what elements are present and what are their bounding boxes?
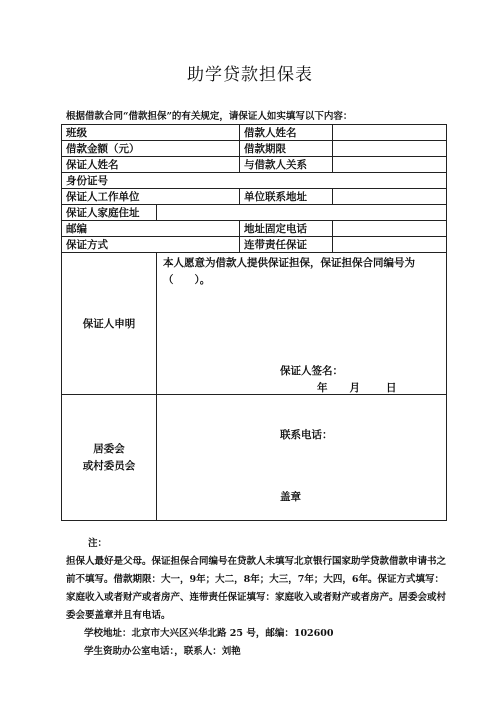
table-row (62, 157, 447, 173)
relation-label: 与借款人关系 (240, 157, 333, 173)
statement-text: 本人愿意为借款人提供保证担保，保证担保合同编号为（ ）。 (163, 257, 415, 286)
notes-contact: 学生资助办公室电话：，联系人：刘艳 (84, 646, 241, 657)
term-field[interactable] (333, 141, 447, 157)
table-row (62, 141, 447, 157)
page-title: 助学贷款担保表 (187, 65, 313, 85)
notes-address: 学校地址：北京市大兴区兴华北路 25 号，邮编：102600 (84, 628, 334, 639)
amount-label (62, 141, 240, 157)
amount-label-text: 借款金额（元） (66, 143, 140, 155)
table-row (62, 221, 447, 237)
id-number-label: 身份证号 (62, 173, 447, 189)
notes-heading: 注： (88, 538, 108, 549)
guarantor-name-label-text: 保证人姓名 (66, 159, 119, 171)
borrower-name-field[interactable] (333, 125, 447, 141)
table-row (62, 125, 447, 141)
class-label (62, 125, 240, 141)
notes-line1: 担保人最好是父母。保证担保合同编号在贷款人未填写北京银行国家助学贷款借款申请书之前不填写。借款期限：大一，9年；大二，8年；大三，7年；大四，6年。保证方式填写：家庭收入或者财产或者房产、连带责任保证填写：家庭收入或者财产或者房产。居委会或村委会要盖章并且有电话。 (66, 556, 447, 621)
method-label-text: 保证方式 (66, 239, 108, 251)
guarantor-name-label (62, 157, 240, 173)
home-address-field[interactable] (157, 205, 447, 221)
postcode-label-text: 邮编 (66, 223, 87, 235)
committee-phone-label: 联系电话： (280, 429, 333, 441)
table-row (62, 237, 447, 253)
table-row (62, 173, 447, 189)
postcode-label (62, 221, 240, 237)
method-label (62, 237, 240, 253)
notes-section (66, 535, 450, 661)
committee-label-line1: 居委会 (93, 442, 125, 455)
statement-label: 保证人申明 (62, 253, 157, 395)
class-label-text: 班级 (66, 127, 87, 139)
statement-cell (157, 253, 447, 395)
method-value: 连带责任保证 (240, 237, 333, 253)
table-row (62, 253, 447, 395)
term-label: 借款期限 (240, 141, 333, 157)
year-label: 年 (317, 382, 328, 394)
signature-label: 保证人签名： (280, 365, 343, 377)
work-unit-label-text: 保证人工作单位 (66, 191, 140, 203)
method-extra-field[interactable] (333, 237, 447, 253)
intro-text: 根据借款合同“借款担保”的有关规定，请保证人如实填写以下内容： (66, 111, 353, 122)
committee-seal-label: 盖章 (280, 491, 301, 503)
committee-label-line2: 或村委员会 (82, 459, 136, 472)
borrower-name-label: 借款人姓名 (240, 125, 333, 141)
table-row (62, 205, 447, 221)
date-line (317, 380, 397, 395)
table-row (62, 189, 447, 205)
table-row (62, 395, 447, 521)
landline-label: 地址固定电话 (240, 221, 333, 237)
guarantee-form-table (61, 124, 447, 521)
work-unit-label (62, 189, 240, 205)
landline-field[interactable] (333, 221, 447, 237)
relation-field[interactable] (333, 157, 447, 173)
committee-label (62, 395, 157, 521)
unit-address-label: 单位联系地址 (240, 189, 333, 205)
committee-cell (157, 395, 447, 521)
month-label: 月 (349, 382, 360, 394)
day-label: 日 (386, 382, 397, 394)
home-address-label: 保证人家庭住址 (62, 205, 157, 221)
unit-address-field[interactable] (333, 189, 447, 205)
